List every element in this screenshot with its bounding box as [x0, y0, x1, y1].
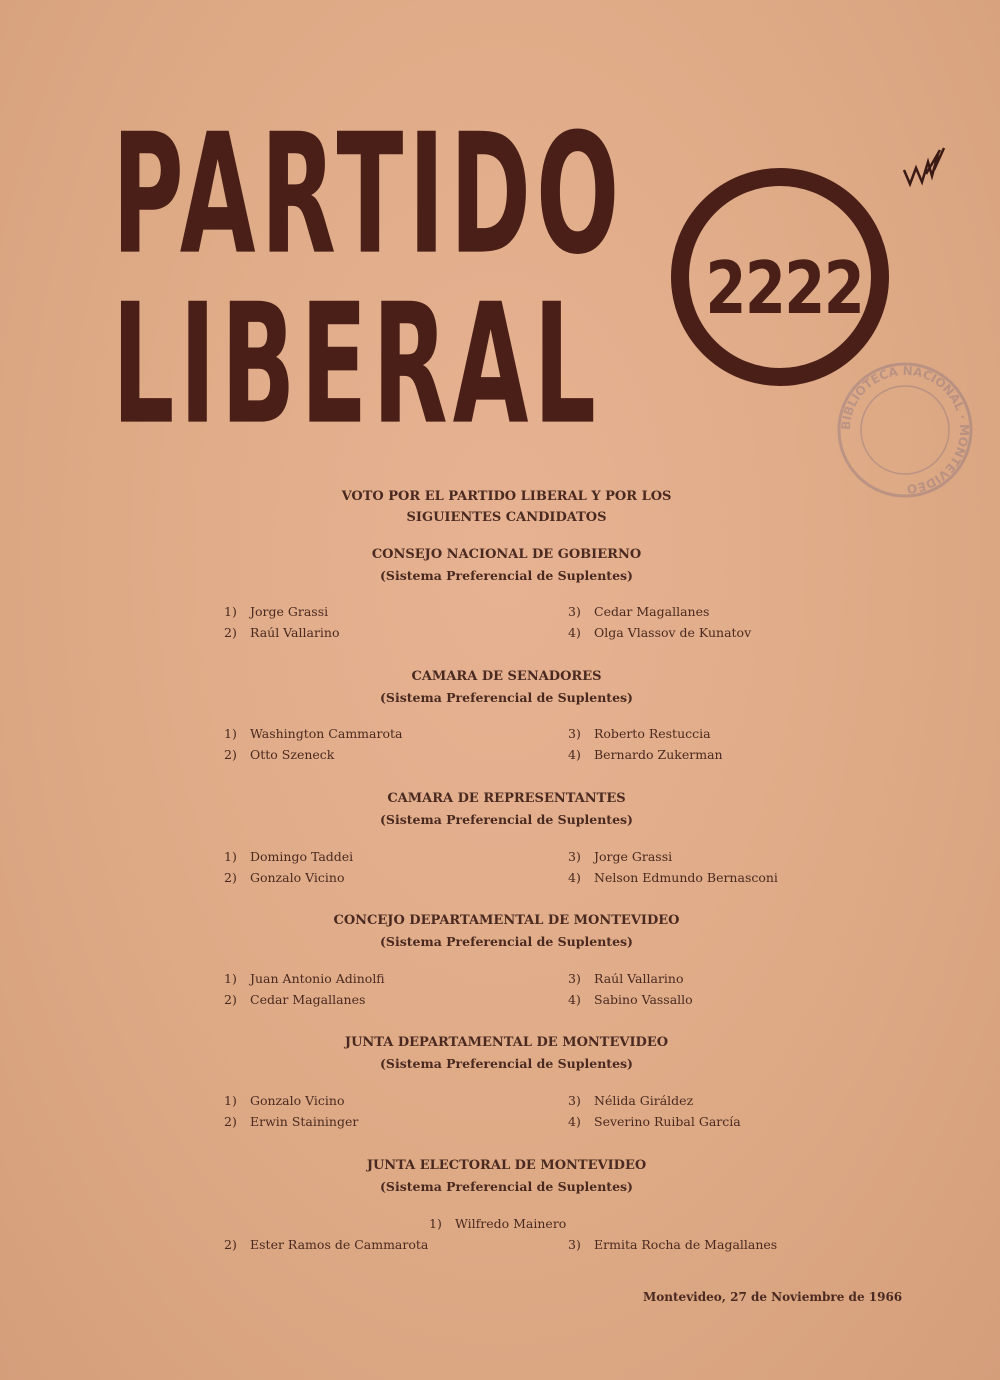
candidate-number: 1) [224, 604, 237, 619]
section-title: CAMARA DE REPRESENTANTES [387, 791, 626, 806]
candidate-number: 1) [224, 849, 237, 864]
section-title: CONCEJO DEPARTAMENTAL DE MONTEVIDEO [333, 913, 680, 928]
candidate-number: 1) [224, 971, 237, 986]
handwritten-mark-icon [900, 140, 948, 188]
candidate-row [568, 971, 684, 986]
candidate-number: 4) [568, 1114, 581, 1129]
list-number-circle [671, 168, 889, 386]
candidate-number: 3) [568, 1237, 581, 1252]
candidate-name: Domingo Taddei [250, 849, 354, 864]
candidate-row [224, 625, 340, 640]
candidate-name: Erwin Staininger [250, 1114, 359, 1129]
candidate-row [568, 849, 672, 864]
candidate-row [568, 1093, 693, 1108]
candidate-name: Nelson Edmundo Bernasconi [594, 870, 778, 885]
candidate-number: 3) [568, 971, 581, 986]
section-title: CAMARA DE SENADORES [411, 669, 602, 684]
candidate-number: 4) [568, 747, 581, 762]
candidate-number: 1) [224, 726, 237, 741]
candidate-row [224, 747, 334, 762]
candidate-row [568, 625, 751, 640]
candidate-number: 4) [568, 870, 581, 885]
candidate-name: Gonzalo Vicino [250, 870, 345, 885]
section-title: CONSEJO NACIONAL DE GOBIERNO [371, 547, 642, 562]
candidate-row [224, 992, 365, 1007]
section-subtitle: (Sistema Preferencial de Suplentes) [380, 812, 633, 827]
candidate-number: 4) [568, 992, 581, 1007]
candidate-name: Wilfredo Mainero [455, 1216, 567, 1231]
candidate-row [224, 849, 353, 864]
candidate-row [568, 747, 723, 762]
candidate-row [568, 992, 693, 1007]
candidate-row [429, 1216, 566, 1231]
list-number: 2222 [705, 246, 864, 330]
intro-line-2: SIGUIENTES CANDIDATOS [406, 510, 607, 525]
candidate-row [568, 1114, 741, 1129]
candidate-number: 2) [224, 870, 237, 885]
candidate-name: Cedar Magallanes [250, 992, 366, 1007]
candidate-name: Juan Antonio Adinolfi [250, 971, 385, 986]
candidate-row [224, 1237, 428, 1252]
section-subtitle: (Sistema Preferencial de Suplentes) [380, 690, 633, 705]
candidate-number: 2) [224, 625, 237, 640]
section-title: JUNTA ELECTORAL DE MONTEVIDEO [366, 1158, 647, 1173]
section-subtitle: (Sistema Preferencial de Suplentes) [380, 568, 633, 583]
section-subtitle: (Sistema Preferencial de Suplentes) [380, 1056, 633, 1071]
candidate-name: Ermita Rocha de Magallanes [594, 1237, 778, 1252]
candidate-number: 1) [224, 1093, 237, 1108]
section-subtitle: (Sistema Preferencial de Suplentes) [380, 1179, 633, 1194]
candidate-name: Washington Cammarota [250, 726, 403, 741]
candidate-row [224, 971, 385, 986]
intro-line-1: VOTO POR EL PARTIDO LIBERAL Y POR LOS [341, 489, 672, 504]
candidate-name: Ester Ramos de Cammarota [250, 1237, 429, 1252]
candidate-row [224, 726, 402, 741]
candidate-name: Nélida Giráldez [594, 1093, 694, 1108]
candidate-name: Raúl Vallarino [594, 971, 684, 986]
candidate-name: Severino Ruibal García [594, 1114, 741, 1129]
svg-text:BIBLIOTECA NACIONAL · MONTEVID: BIBLIOTECA NACIONAL · MONTEVIDEO [838, 363, 972, 497]
section-subtitle: (Sistema Preferencial de Suplentes) [380, 934, 633, 949]
candidate-number: 2) [224, 992, 237, 1007]
candidate-row [224, 604, 328, 619]
candidate-row [568, 1237, 777, 1252]
candidate-name: Bernardo Zukerman [594, 747, 723, 762]
candidate-row [568, 604, 709, 619]
candidate-name: Jorge Grassi [250, 604, 329, 619]
candidate-name: Jorge Grassi [594, 849, 673, 864]
candidate-number: 2) [224, 1237, 237, 1252]
candidate-number: 3) [568, 726, 581, 741]
candidate-number: 3) [568, 1093, 581, 1108]
section-title: JUNTA DEPARTAMENTAL DE MONTEVIDEO [344, 1035, 669, 1050]
candidate-name: Otto Szeneck [250, 747, 335, 762]
candidate-row [224, 1093, 344, 1108]
candidate-row [224, 1114, 358, 1129]
candidate-name: Raúl Vallarino [250, 625, 340, 640]
candidate-number: 1) [429, 1216, 442, 1231]
title-liberal: LIBERAL [112, 268, 601, 462]
candidate-row [568, 870, 778, 885]
candidate-row [224, 870, 344, 885]
candidate-name: Cedar Magallanes [594, 604, 710, 619]
candidate-number: 4) [568, 625, 581, 640]
candidate-name: Sabino Vassallo [594, 992, 693, 1007]
library-stamp-icon [830, 355, 980, 505]
candidate-number: 3) [568, 604, 581, 619]
candidate-number: 2) [224, 1114, 237, 1129]
candidate-name: Roberto Restuccia [594, 726, 711, 741]
candidate-name: Olga Vlassov de Kunatov [594, 625, 752, 640]
candidate-number: 3) [568, 849, 581, 864]
footer-date: Montevideo, 27 de Noviembre de 1966 [643, 1290, 903, 1304]
candidate-name: Gonzalo Vicino [250, 1093, 345, 1108]
candidate-number: 2) [224, 747, 237, 762]
title-partido: PARTIDO [112, 98, 625, 292]
candidate-row [568, 726, 711, 741]
